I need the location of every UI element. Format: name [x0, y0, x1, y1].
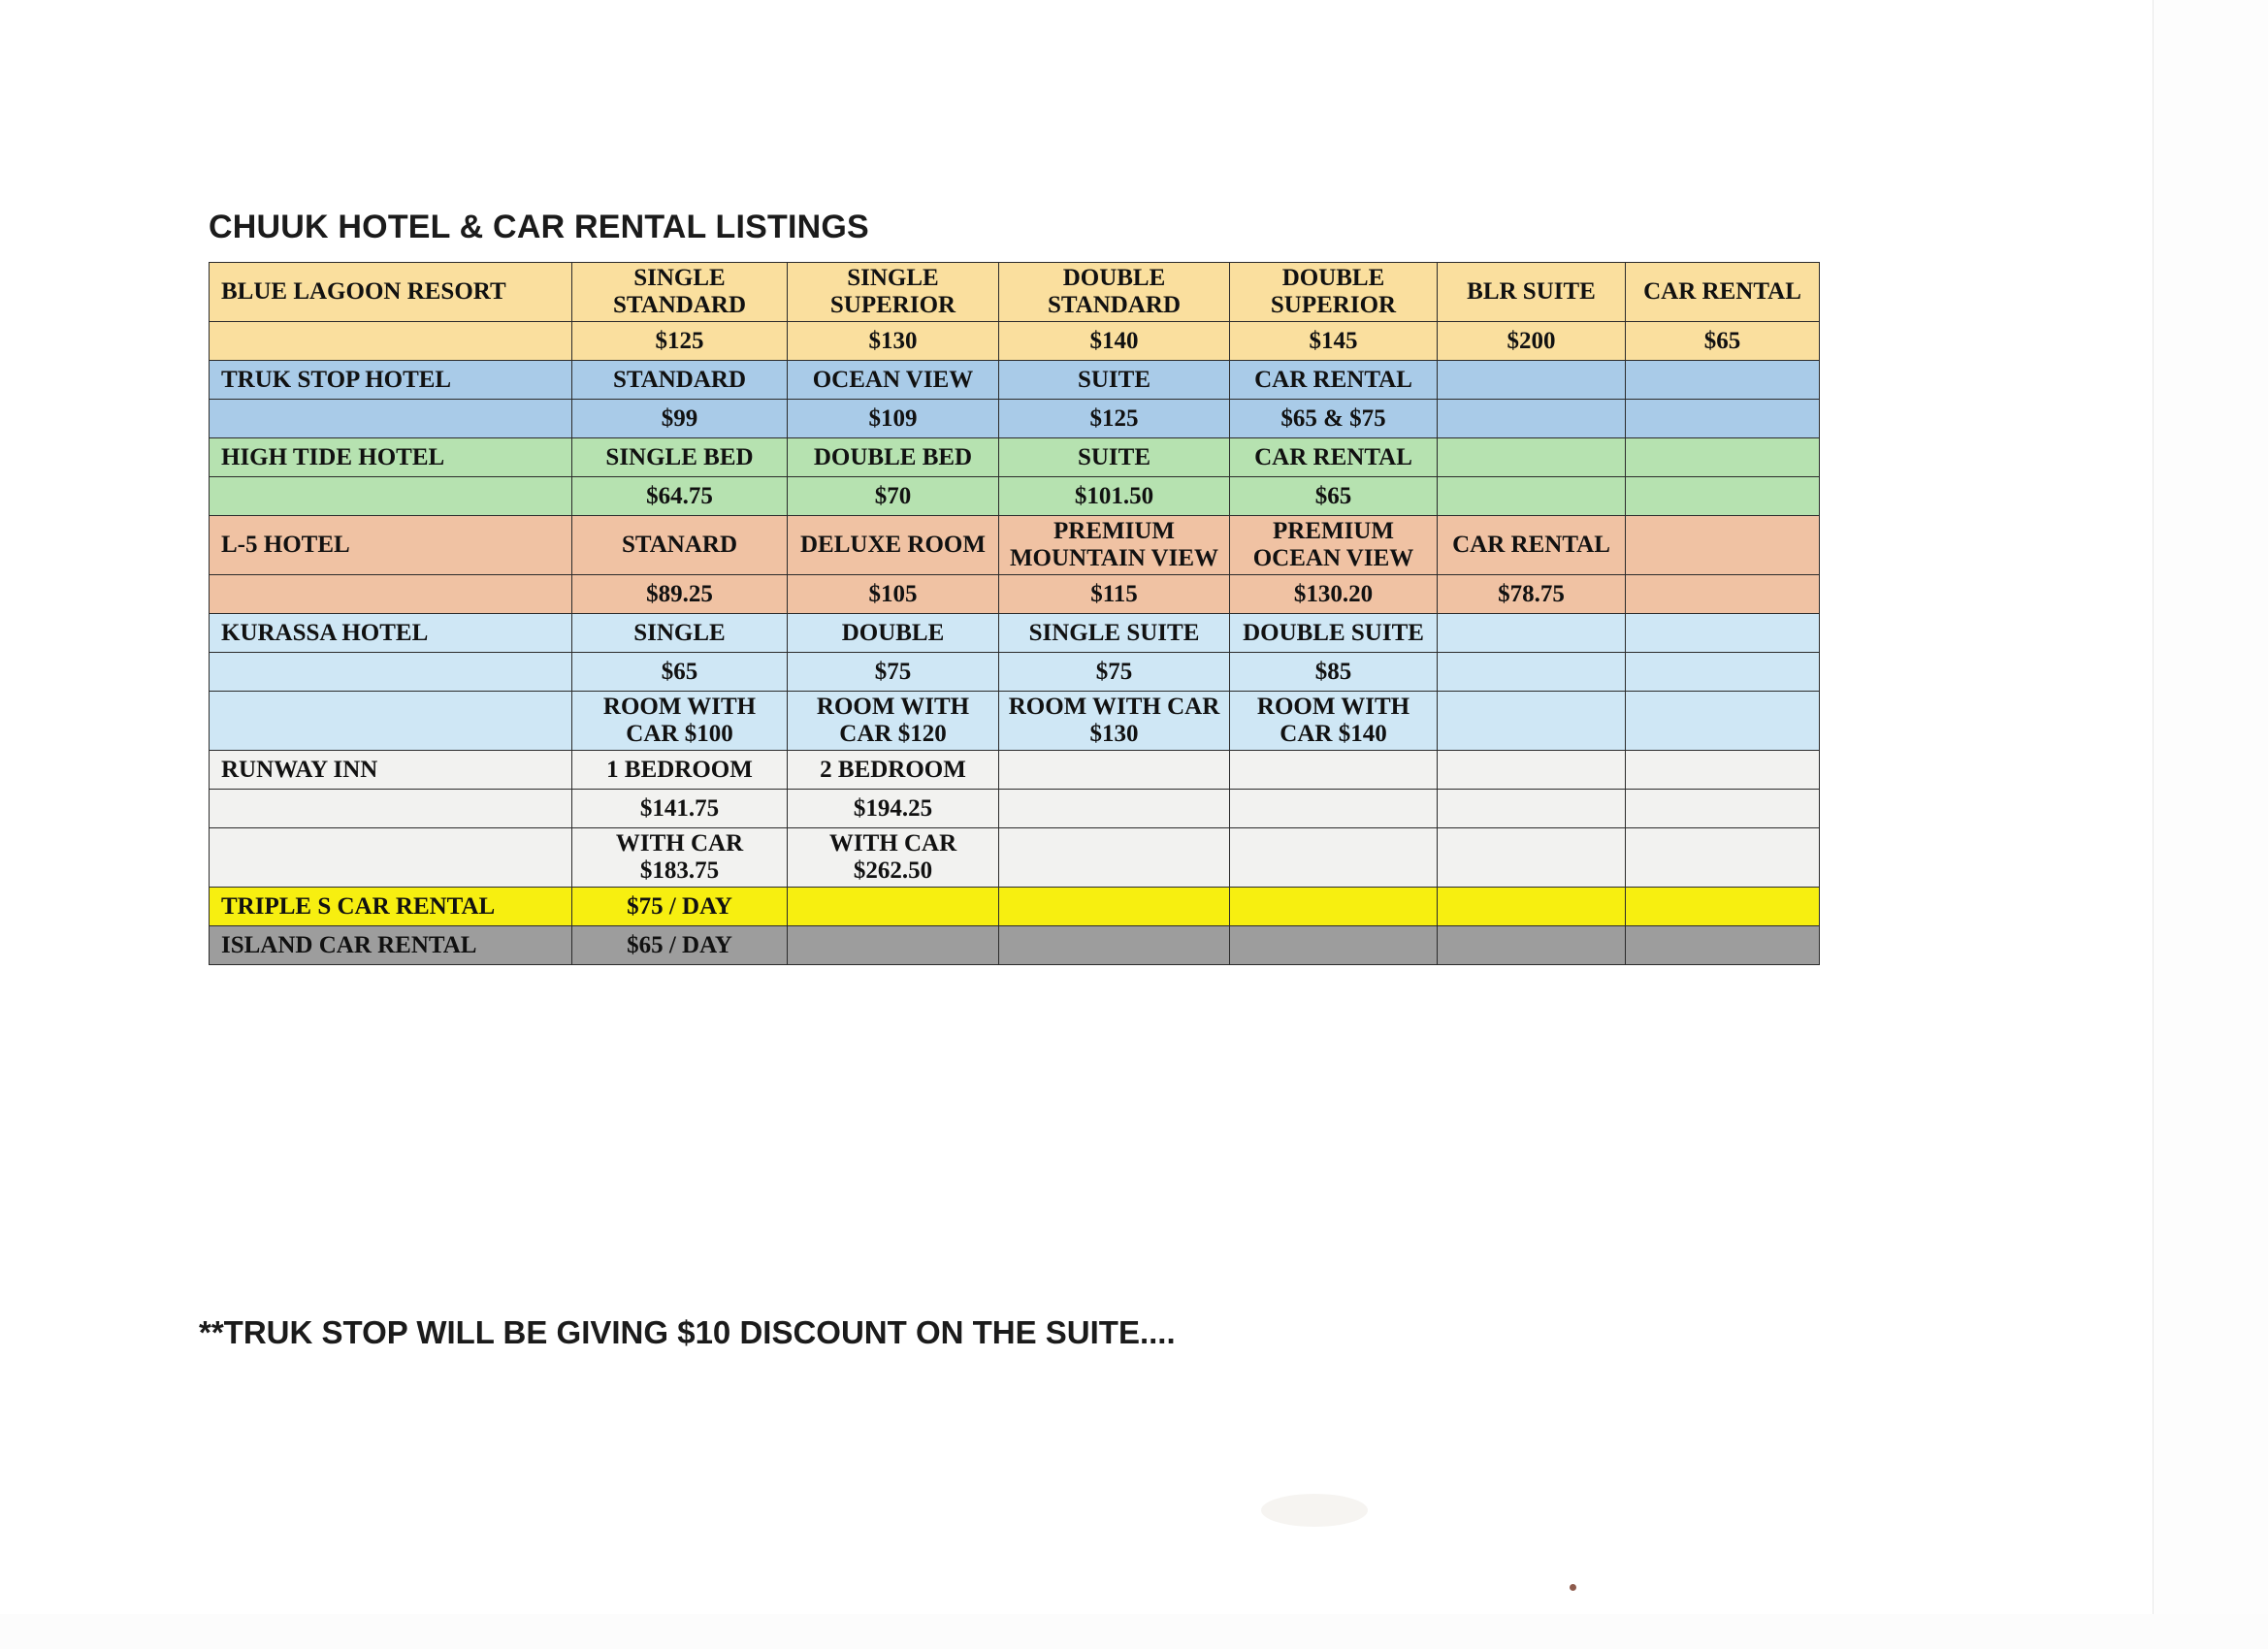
table-cell	[1626, 653, 1820, 692]
table-cell: ROOM WITH CAR $100	[572, 692, 788, 751]
table-cell	[1438, 438, 1626, 477]
table-row	[210, 828, 1820, 888]
table-cell	[788, 888, 999, 926]
table-row	[210, 438, 1820, 477]
table-cell: $85	[1230, 653, 1438, 692]
scan-edge-right	[2153, 0, 2268, 1649]
table-cell: PREMIUM MOUNTAIN VIEW	[999, 516, 1230, 575]
table-cell: SUITE	[999, 361, 1230, 400]
table-cell: $65	[572, 653, 788, 692]
table-row	[210, 361, 1820, 400]
table-cell	[999, 790, 1230, 828]
table-cell-name: RUNWAY INN	[210, 751, 572, 790]
table-cell-name	[210, 653, 572, 692]
table-cell: $200	[1438, 322, 1626, 361]
table-cell: DOUBLE SUITE	[1230, 614, 1438, 653]
table-cell: DOUBLE	[788, 614, 999, 653]
table-cell: WITH CAR $183.75	[572, 828, 788, 888]
table-cell: $130	[788, 322, 999, 361]
table-cell: $75 / DAY	[572, 888, 788, 926]
table-row	[210, 400, 1820, 438]
table-cell	[999, 888, 1230, 926]
table-cell: $64.75	[572, 477, 788, 516]
table-cell: $140	[999, 322, 1230, 361]
table-row	[210, 751, 1820, 790]
table-cell	[1626, 888, 1820, 926]
table-cell: $75	[999, 653, 1230, 692]
footnote-text: **TRUK STOP WILL BE GIVING $10 DISCOUNT ON THE SUITE....	[199, 1314, 1176, 1350]
table-cell: $89.25	[572, 575, 788, 614]
table-row	[210, 926, 1820, 965]
table-cell: $65	[1230, 477, 1438, 516]
table-cell	[1626, 926, 1820, 965]
table-cell: SUITE	[999, 438, 1230, 477]
table-cell: $145	[1230, 322, 1438, 361]
scan-speck	[1570, 1584, 1576, 1591]
table-cell-name: TRIPLE S CAR RENTAL	[210, 888, 572, 926]
table-body	[210, 263, 1820, 965]
table-cell	[1438, 692, 1626, 751]
table-cell: WITH CAR $262.50	[788, 828, 999, 888]
table-cell	[1626, 361, 1820, 400]
table-cell-name	[210, 790, 572, 828]
table-cell: SINGLE	[572, 614, 788, 653]
table-cell	[1626, 516, 1820, 575]
table-cell: $99	[572, 400, 788, 438]
table-cell	[1230, 926, 1438, 965]
table-cell	[1438, 790, 1626, 828]
table-cell-name	[210, 828, 572, 888]
table-cell	[1438, 828, 1626, 888]
table-cell: $105	[788, 575, 999, 614]
table-cell	[1438, 926, 1626, 965]
table-cell: ROOM WITH CAR $120	[788, 692, 999, 751]
table-cell: SINGLE SUITE	[999, 614, 1230, 653]
table-cell	[1626, 751, 1820, 790]
table-cell	[1438, 888, 1626, 926]
table-cell: DELUXE ROOM	[788, 516, 999, 575]
table-cell: SINGLE STANDARD	[572, 263, 788, 322]
table-cell-name: TRUK STOP HOTEL	[210, 361, 572, 400]
table-cell	[1438, 653, 1626, 692]
table-cell-name	[210, 322, 572, 361]
table-cell: DOUBLE SUPERIOR	[1230, 263, 1438, 322]
table-cell: ROOM WITH CAR $130	[999, 692, 1230, 751]
table-cell: 1 BEDROOM	[572, 751, 788, 790]
table-cell: BLR SUITE	[1438, 263, 1626, 322]
table-cell	[1230, 828, 1438, 888]
page-title: CHUUK HOTEL & CAR RENTAL LISTINGS	[209, 209, 869, 245]
scan-edge-bottom	[0, 1614, 2268, 1649]
table-row	[210, 263, 1820, 322]
table-cell: $130.20	[1230, 575, 1438, 614]
table-row	[210, 614, 1820, 653]
table-cell: CAR RENTAL	[1626, 263, 1820, 322]
table-row	[210, 516, 1820, 575]
table-row	[210, 477, 1820, 516]
table-cell: $141.75	[572, 790, 788, 828]
table-cell: $109	[788, 400, 999, 438]
table-cell	[1438, 751, 1626, 790]
table-cell: $115	[999, 575, 1230, 614]
table-cell	[999, 828, 1230, 888]
table-cell	[1438, 400, 1626, 438]
table-cell: ROOM WITH CAR $140	[1230, 692, 1438, 751]
table-cell-name	[210, 692, 572, 751]
table-cell: STANARD	[572, 516, 788, 575]
table-cell-name: KURASSA HOTEL	[210, 614, 572, 653]
table-cell: $70	[788, 477, 999, 516]
table-cell: $65 & $75	[1230, 400, 1438, 438]
table-cell: $125	[999, 400, 1230, 438]
table-cell	[1626, 477, 1820, 516]
table-cell-name: ISLAND CAR RENTAL	[210, 926, 572, 965]
table-row	[210, 790, 1820, 828]
table-cell: CAR RENTAL	[1230, 438, 1438, 477]
table-cell: OCEAN VIEW	[788, 361, 999, 400]
table-cell	[1438, 614, 1626, 653]
table-cell-name	[210, 400, 572, 438]
table-cell: PREMIUM OCEAN VIEW	[1230, 516, 1438, 575]
table-cell: CAR RENTAL	[1438, 516, 1626, 575]
table-cell: $65 / DAY	[572, 926, 788, 965]
table-cell: CAR RENTAL	[1230, 361, 1438, 400]
table-cell: $65	[1626, 322, 1820, 361]
table-cell	[1230, 790, 1438, 828]
table-cell: 2 BEDROOM	[788, 751, 999, 790]
table-cell	[1230, 888, 1438, 926]
table-cell	[1626, 692, 1820, 751]
table-cell	[1626, 438, 1820, 477]
table-cell-name: BLUE LAGOON RESORT	[210, 263, 572, 322]
table-cell: SINGLE SUPERIOR	[788, 263, 999, 322]
table-cell	[1438, 361, 1626, 400]
table-cell	[1626, 828, 1820, 888]
table-row	[210, 692, 1820, 751]
table-cell-name: HIGH TIDE HOTEL	[210, 438, 572, 477]
table-cell-name: L-5 HOTEL	[210, 516, 572, 575]
table-cell: $101.50	[999, 477, 1230, 516]
table-cell	[999, 751, 1230, 790]
table-cell: $78.75	[1438, 575, 1626, 614]
table-cell: $75	[788, 653, 999, 692]
table-cell	[1626, 400, 1820, 438]
table-cell: $125	[572, 322, 788, 361]
table-cell	[1626, 575, 1820, 614]
table-cell	[999, 926, 1230, 965]
table-cell	[788, 926, 999, 965]
table-row	[210, 322, 1820, 361]
table-cell: SINGLE BED	[572, 438, 788, 477]
table-cell: STANDARD	[572, 361, 788, 400]
table-cell	[1438, 477, 1626, 516]
scan-smudge	[1261, 1494, 1368, 1527]
table-row	[210, 653, 1820, 692]
table-cell	[1230, 751, 1438, 790]
table-row	[210, 575, 1820, 614]
table-cell: DOUBLE STANDARD	[999, 263, 1230, 322]
table-cell-name	[210, 575, 572, 614]
table-cell: DOUBLE BED	[788, 438, 999, 477]
hotel-car-rental-table	[209, 262, 1820, 965]
table-cell-name	[210, 477, 572, 516]
table-row	[210, 888, 1820, 926]
table-cell: $194.25	[788, 790, 999, 828]
table-cell	[1626, 614, 1820, 653]
table-cell	[1626, 790, 1820, 828]
